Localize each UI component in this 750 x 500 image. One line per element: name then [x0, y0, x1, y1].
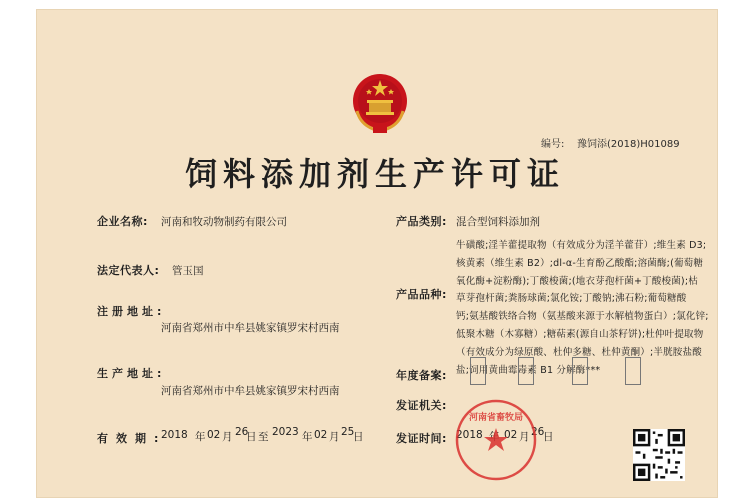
validity-from-day: 26 [235, 426, 249, 438]
issue-month: 02 [504, 429, 518, 441]
validity-from-year: 2018 [161, 429, 188, 441]
issuing-authority-label: 发证机关: [396, 399, 447, 412]
issue-year: 2018 [456, 429, 483, 441]
validity-to-word: 至 [258, 431, 269, 443]
validity-to-month: 02 [314, 429, 328, 441]
official-seal-stamp [454, 398, 538, 482]
issue-month-unit: 月 [519, 431, 530, 443]
product-variety-line: 牛磺酸;淫羊藿提取物（有效成分为淫羊藿苷）;维生素 D3; [456, 240, 707, 251]
validity-to-year: 2023 [272, 426, 299, 438]
validity-to-month-unit: 月 [329, 431, 340, 443]
issue-date-label: 发证时间: [396, 432, 447, 445]
annual-filing-box [518, 357, 534, 385]
production-address-label: 生产地址: [97, 367, 166, 380]
issue-day-unit: 日 [543, 431, 554, 443]
qr-code [633, 429, 685, 481]
product-variety-line: 钙;氨基酸铁络合物（氨基酸来源于水解植物蛋白）;氯化锌; [456, 311, 709, 323]
issue-day: 26 [531, 426, 545, 438]
validity-month-unit: 月 [222, 431, 233, 443]
enterprise-name-label: 企业名称: [97, 215, 148, 228]
product-variety-line: 低聚木糖（木寡糖）;糖萜素(源自山茶籽饼);杜仲叶提取物 [456, 328, 704, 340]
validity-label: 有效期: [97, 432, 167, 445]
legal-representative-label: 法定代表人: [97, 264, 160, 277]
annual-filing-box [625, 357, 641, 385]
production-address-value: 河南省郑州市中牟县姚家镇罗宋村西南 [161, 385, 340, 397]
annual-filing-box [470, 357, 486, 385]
product-variety-line: 盐;饲用黄曲霉毒素 B1 分解酶*** [456, 364, 601, 376]
registered-address-value: 河南省郑州市中牟县姚家镇罗宋村西南 [161, 322, 340, 334]
annual-filing-box [572, 357, 588, 385]
certificate-number-value: 豫饲添(2018)H01089 [577, 139, 680, 150]
product-variety-line: 草芽孢杆菌;粪肠球菌;氯化铵;丁酸钠;沸石粉;葡萄糖酸 [456, 293, 687, 305]
product-variety-line: 核黄素（维生素 B2）;dl-α-生育酚乙酸酯;溶菌酶;(葡萄糖 [456, 257, 704, 269]
validity-year-unit: 年 [195, 431, 206, 443]
seal-text: 河南省畜牧局 [468, 413, 524, 423]
national-emblem-icon [349, 71, 411, 135]
product-variety-label: 产品品种: [396, 288, 447, 301]
product-variety-list [456, 237, 709, 376]
registered-address-label: 注册地址: [97, 305, 166, 318]
validity-day-unit: 日 [246, 431, 257, 443]
legal-representative-value: 管玉国 [172, 265, 204, 277]
product-variety-line: （有效成分为绿原酸、杜仲多糖、杜仲黄酮）;半胱胺盐酸 [456, 346, 702, 358]
enterprise-name-value: 河南和牧动物制药有限公司 [161, 216, 287, 228]
certificate-number-label: 编号: [541, 139, 565, 150]
validity-to-day: 25 [341, 426, 355, 438]
certificate-title: 饲料添加剂生产许可证 [184, 155, 565, 193]
validity-from-month: 02 [207, 429, 221, 441]
annual-filing-label: 年度备案: [396, 369, 447, 382]
product-category-value: 混合型饲料添加剂 [456, 216, 540, 228]
validity-to-day-unit: 日 [353, 431, 364, 443]
product-variety-line: 氧化酶+淀粉酶);丁酸梭菌;(地衣芽孢杆菌+丁酸梭菌);枯 [456, 275, 698, 287]
validity-to-year-unit: 年 [302, 431, 313, 443]
product-category-label: 产品类别: [396, 215, 447, 228]
